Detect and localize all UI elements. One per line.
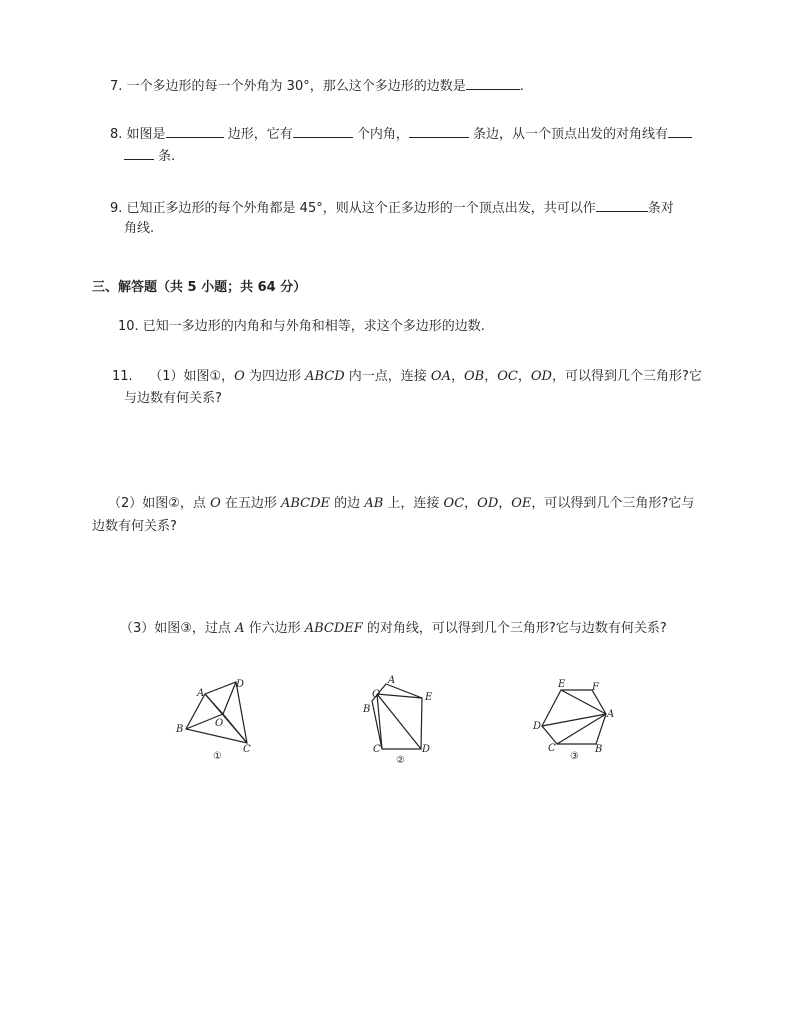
figures <box>0 668 794 808</box>
figure-2-pentagon <box>362 675 433 766</box>
fig2-segment-OD <box>377 694 421 749</box>
question-10: 10. 已知一多边形的内角和与外角和相等，求这个多边形的边数. <box>118 319 485 334</box>
fig2-label-C: C <box>373 744 381 755</box>
fig1-label-D: D <box>236 679 245 690</box>
question-11-part-1-line2: 与边数有何关系? <box>124 391 222 406</box>
fig2-label-A: A <box>388 675 396 686</box>
question-9: 9. 已知正多边形的每个外角都是 45°，则从这个正多边形的一个顶点出发，共可以作 条对 <box>110 198 674 218</box>
question-11-part-3: （3）如图③，过点 A 作六边形 ABCDEF 的对角线，可以得到几个三角形?它与边数有何关系? <box>120 621 667 636</box>
fig2-label-O: O <box>372 689 381 700</box>
fig2-label-B: B <box>363 704 371 715</box>
fig2-label-D: D <box>422 744 431 755</box>
q8-blank-1[interactable] <box>166 124 224 138</box>
fig2-caption: ② <box>396 755 405 766</box>
fig3-label-B: B <box>595 744 603 755</box>
question-11-part-2-line2: 边数有何关系? <box>92 519 177 534</box>
fig3-label-D: D <box>533 721 542 732</box>
fig1-caption: ① <box>213 751 222 762</box>
fig1-label-C: C <box>243 744 251 755</box>
fig2-label-E: E <box>425 692 433 703</box>
fig1-label-A: A <box>197 688 205 699</box>
q7-answer-blank[interactable] <box>466 76 520 90</box>
fig3-label-E: E <box>558 679 566 690</box>
fig1-label-B: B <box>176 724 184 735</box>
question-11-part-1: 11. （1）如图①，O 为四边形 ABCD 内一点，连接 OA，OB，OC，OD，可以得到几个三角形?它 <box>112 369 702 384</box>
question-11-part-2: （2）如图②，点 O 在五边形 ABCDE 的边 AB 上，连接 OC，OD，OE，可以得到几个三角形?它与 <box>108 496 695 511</box>
question-7: 7. 一个多边形的每一个外角为 30°，那么这个多边形的边数是 . <box>110 76 524 96</box>
fig3-label-A: A <box>607 709 615 720</box>
fig3-outline <box>542 690 606 744</box>
fig3-label-C: C <box>548 743 556 754</box>
fig1-outline <box>186 682 247 743</box>
q9-answer-blank[interactable] <box>596 198 648 212</box>
fig2-segment-OC <box>377 694 382 749</box>
figure-1-quadrilateral <box>175 679 251 762</box>
question-9-line2: 角线. <box>124 221 155 236</box>
q8-blank-4a[interactable] <box>668 124 692 138</box>
question-8: 8. 如图是 边形，它有 个内角， 条边，从一个顶点出发的对角线有 <box>110 124 692 144</box>
section-3-heading: 三、解答题（共 5 小题；共 64 分） <box>92 280 307 295</box>
fig3-caption: ③ <box>570 751 579 762</box>
fig3-label-F: F <box>592 682 599 693</box>
figure-3-hexagon <box>532 679 614 762</box>
q7-text: 7. 一个多边形的每一个外角为 30°，那么这个多边形的边数是 <box>110 79 466 94</box>
fig1-label-O: O <box>215 718 224 729</box>
q8-blank-2[interactable] <box>293 124 353 138</box>
q8-blank-3[interactable] <box>409 124 469 138</box>
q8-blank-4b[interactable] <box>124 146 154 160</box>
question-8-line2: 条. <box>124 146 175 166</box>
